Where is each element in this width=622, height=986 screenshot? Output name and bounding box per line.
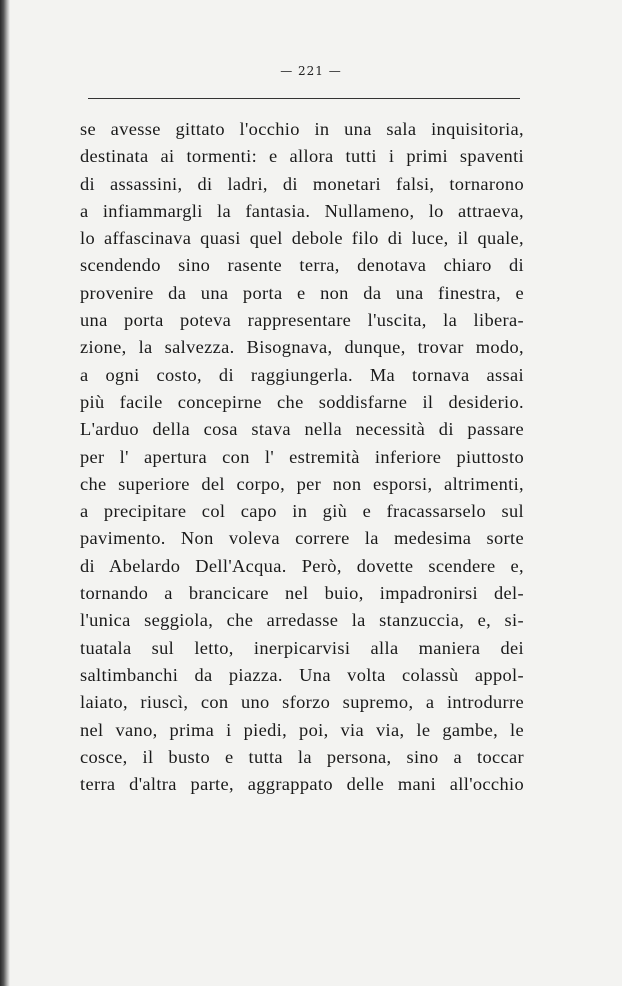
- text-line: destinata ai tormenti: e allora tutti i primi spaventi: [80, 146, 524, 167]
- text-line: zione, la salvezza. Bisognava, dunque, trovar modo,: [80, 337, 524, 358]
- header-rule: [88, 98, 520, 99]
- text-line: di Abelardo Dell'Acqua. Però, dovette scendere e,: [80, 555, 524, 576]
- text-line: terra d'altra parte, aggrappato delle mani all'occhio: [80, 774, 524, 795]
- page-binding-shadow: [0, 0, 10, 986]
- text-line: se avesse gittato l'occhio in una sala inquisitoria,: [80, 119, 524, 139]
- text-line: nel vano, prima i piedi, poi, via via, le gambe, le: [80, 719, 524, 740]
- text-line: laiato, riuscì, con uno sforzo supremo, a introdurre: [80, 692, 524, 713]
- text-line: che superiore del corpo, per non esporsi, altrimenti,: [80, 473, 524, 494]
- text-line: di assassini, di ladri, di monetari falsi, tornarono: [80, 173, 524, 194]
- text-line: lo affascinava quasi quel debole filo di luce, il quale,: [80, 228, 524, 249]
- text-line: l'unica seggiola, che arredasse la stanzuccia, e, si-: [80, 610, 524, 631]
- body-text: [80, 116, 524, 798]
- text-line: L'arduo della cosa stava nella necessità di passare: [80, 419, 524, 440]
- text-line: per l' apertura con l' estremità inferiore piuttosto: [80, 446, 524, 467]
- page-number: — 221 —: [280, 64, 342, 78]
- text-line: a precipitare col capo in giù e fracassarselo sul: [80, 501, 524, 522]
- text-line: pavimento. Non voleva correre la medesima sorte: [80, 528, 524, 549]
- text-line: più facile concepirne che soddisfarne il desiderio.: [80, 391, 524, 412]
- text-line: tornando a brancicare nel buio, impadronirsi del-: [80, 583, 524, 604]
- text-line: scendendo sino rasente terra, denotava chiaro di: [80, 255, 524, 276]
- text-line: provenire da una porta e non da una finestra, e: [80, 282, 524, 303]
- text-line: a ogni costo, di raggiungerla. Ma tornava assai: [80, 364, 524, 385]
- text-line: tuatala sul letto, inerpicarvisi alla maniera dei: [80, 637, 524, 658]
- text-line: saltimbanchi da piazza. Una volta colassù appol-: [80, 664, 524, 685]
- text-line: una porta poteva rappresentare l'uscita, la libera-: [80, 310, 524, 331]
- text-line: cosce, il busto e tutta la persona, sino a toccar: [80, 746, 524, 767]
- text-line: a infiammargli la fantasia. Nullameno, lo attraeva,: [80, 200, 524, 221]
